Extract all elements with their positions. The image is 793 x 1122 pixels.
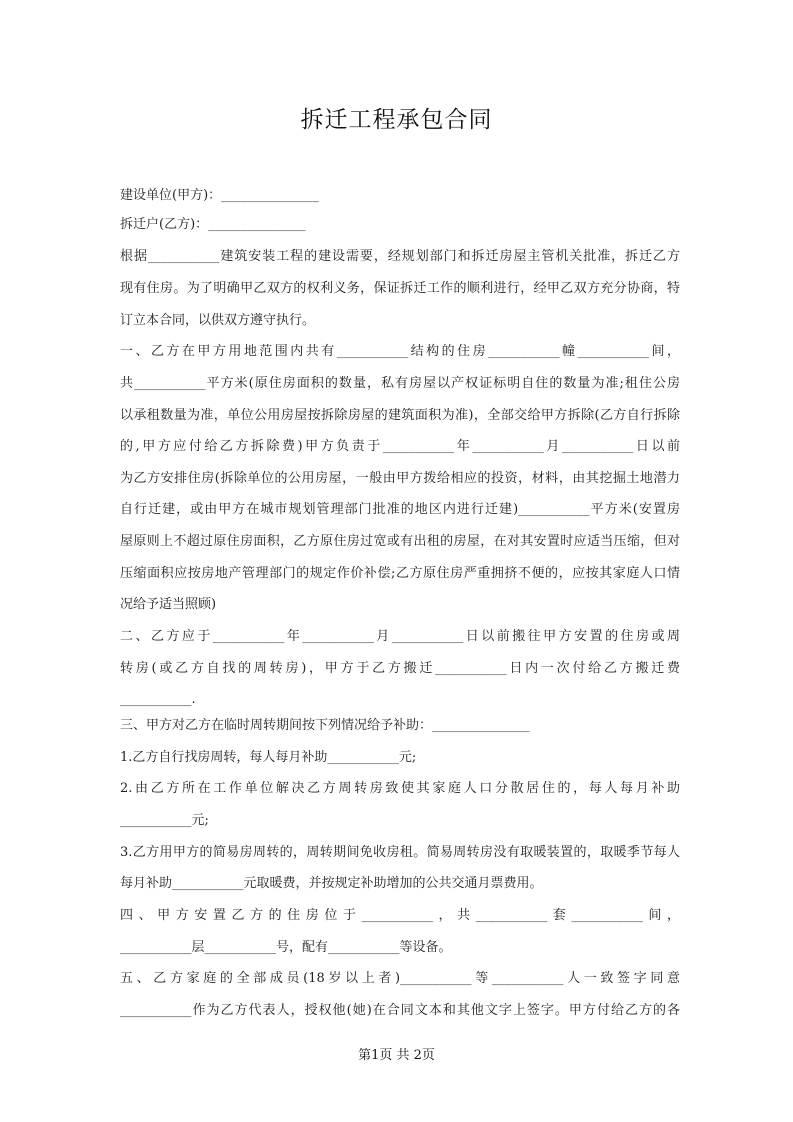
paragraph-line: 以承租数量为准，单位公用房屋按拆除房屋的建筑面积为准)，全部交给甲方拆除(乙方自行拆除: [120, 408, 680, 423]
paragraph-line: 每月补助___________元取暖费，并按规定补助增加的公共交通月票费用。: [120, 876, 543, 891]
paragraph-line: 况给予适当照顾): [120, 597, 217, 612]
page-number-footer: 第1页 共 2页: [358, 1048, 435, 1063]
paragraph-line: 共___________平方米(原住房面积的数量，私有房屋以产权证标明自住的数量为准;租住公房: [120, 376, 680, 391]
party-a-line: 建设单位(甲方)：_______________: [120, 188, 319, 203]
paragraph-line: 四、甲方安置乙方的住房位于___________，共___________套___________间，: [120, 908, 680, 923]
paragraph-line: ___________层___________号，配有___________等设备。: [120, 940, 452, 955]
paragraph-line: 屋原则上不超过原住房面积，乙方原住房过宽或有出租的房屋，在对其安置时应适当压缩，但对: [120, 534, 680, 549]
paragraph-line: 根据___________建筑安装工程的建设需要，经规划部门和拆迁房屋主管机关批准，拆迁乙方: [120, 249, 680, 264]
paragraph-line: ___________作为乙方代表人，授权他(她)在合同文本和其他文字上签字。甲方付给乙方的各: [120, 1003, 680, 1018]
party-b-line: 拆迁户(乙方)：_______________: [120, 217, 306, 232]
paragraph-line: 为乙方安排住房(拆除单位的公用房屋，一般由甲方拨给相应的投资，材料，由其挖掘土地潜力: [120, 471, 680, 486]
paragraph-line: 2.由乙方所在工作单位解决乙方周转房致使其家庭人口分散居住的，每人每月补助: [120, 781, 680, 796]
paragraph-line: 五、乙方家庭的全部成员(18岁以上者)___________等___________人一致签字同意: [120, 971, 680, 986]
paragraph-line: 二、乙方应于___________年___________月___________日以前搬往甲方安置的住房或周: [120, 629, 680, 644]
paragraph-line: 现有住房。为了明确甲乙双方的权利义务，保证拆迁工作的顺利进行，经甲乙双方充分协商，特: [120, 281, 680, 296]
paragraph-line: 一、乙方在甲方用地范围内共有___________结构的住房___________幢___________间，: [120, 344, 680, 359]
paragraph-line: 自行迁建，或由甲方在城市规划管理部门批准的地区内进行迁建)___________平方米(安置房: [120, 502, 680, 517]
paragraph-line: 订立本合同，以供双方遵守执行。: [120, 313, 316, 328]
paragraph-line: 的,甲方应付给乙方拆除费)甲方负责于___________年___________月___________日以前: [120, 439, 680, 454]
document-title: 拆迁工程承包合同: [300, 107, 493, 133]
paragraph-line: 3.乙方用甲方的简易房周转的，周转期间免收房租。简易周转房没有取暖装置的，取暖季节每人: [120, 845, 680, 860]
paragraph-line: 1.乙方自行找房周转，每人每月补助___________元;: [120, 750, 417, 765]
paragraph-line: ___________元;: [120, 813, 209, 828]
paragraph-line: 转房(或乙方自找的周转房)，甲方于乙方搬迁___________日内一次付给乙方搬迁费: [120, 661, 680, 676]
paragraph-line: ___________.: [120, 692, 196, 707]
paragraph-line: 三、甲方对乙方在临时周转期间按下列情况给予补助：_______________: [120, 718, 530, 733]
paragraph-line: 压缩面积应按房地产管理部门的规定作价补偿;乙方原住房严重拥挤不便的，应按其家庭人口情: [120, 566, 680, 581]
